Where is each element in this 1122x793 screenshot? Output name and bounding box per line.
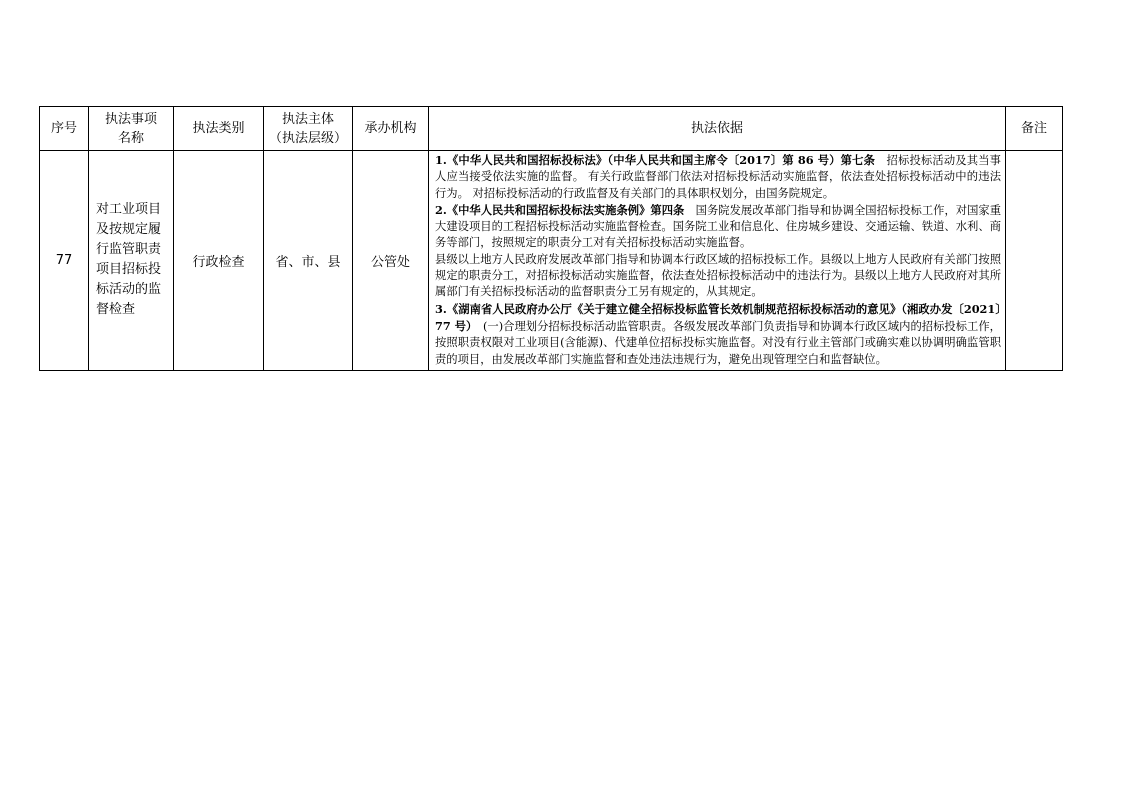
basis-2-text: 国务院发展改革部门指导和协调全国招标投标工作，对国家重大建设项目的工程招标投标活动实施监督检查。国务院工业和信息化、住房城乡建设、交通运输、铁道、水利、商务等部门，按照规定的职责分工对有关招标投标活动实施监督。 <box>435 203 1001 250</box>
header-item-name <box>89 107 174 151</box>
header-seq <box>40 107 89 151</box>
header-seq-label: 序号 <box>50 121 77 136</box>
header-item-name-line2: 名称 <box>117 130 144 146</box>
cell-seq: 77 <box>40 151 89 371</box>
header-category-label: 执法类别 <box>192 121 245 136</box>
header-category <box>174 107 264 151</box>
basis-1-text: 招标投标活动及其当事人应当接受依法实施的监督。 有关行政监督部门依法对招标投标活动实施监督，依法查处招标投标活动中的违法行为。 对招标投标活动的行政监督及有关部门的具体职权划分，由国务院规定。 <box>435 154 1001 200</box>
header-subject-line1: 执法主体 <box>281 111 334 127</box>
item-name-text: 对工业项目及按规定履行监管职责项目招标投标活动的监督检查 <box>96 202 162 318</box>
header-remarks-label: 备注 <box>1020 121 1047 136</box>
basis-paragraph-2b <box>435 252 1001 301</box>
header-basis-label: 执法依据 <box>690 121 743 136</box>
cell-item-name <box>89 151 174 371</box>
basis-paragraph-3 <box>435 301 1001 368</box>
basis-2-title: 2.《中华人民共和国招标投标法实施条例》第四条 <box>435 202 685 217</box>
header-agency <box>353 107 429 151</box>
cell-category: 行政检查 <box>174 151 264 371</box>
enforcement-table <box>39 106 1063 371</box>
basis-paragraph-2 <box>435 202 1001 252</box>
basis-1-title: 1.《中华人民共和国招标投标法》（中华人民共和国主席令〔2017〕第 86 号）第七条 <box>435 153 876 167</box>
basis-3-text: (一)合理划分招标投标活动监管职责。各级发展改革部门负责指导和协调本行政区域内的招标投标工作，按照职责权限对工业项目(含能源)、代建单位招标投标实施监督。对没有行业主管部门或确实难以协调明确监管职责的项目，由发展改革部门实施监督和查处违法违规行为，避免出现管理空白和监督缺位。 <box>435 319 1001 366</box>
cell-basis <box>429 151 1006 371</box>
header-item-name-line1: 执法事项 <box>104 111 157 127</box>
cell-remarks <box>1006 151 1063 371</box>
cell-agency: 公管处 <box>353 151 429 371</box>
header-remarks <box>1006 107 1063 151</box>
basis-paragraph-1 <box>435 152 1001 202</box>
table-row <box>40 151 1063 371</box>
header-subject-line2: （执法层级） <box>268 130 347 146</box>
header-subject <box>264 107 353 151</box>
header-row <box>40 107 1063 151</box>
cell-level: 省、市、县 <box>264 151 353 371</box>
basis-2b-text: 县级以上地方人民政府发展改革部门指导和协调本行政区域的招标投标工作。县级以上地方人民政府有关部门按照规定的职责分工，对招标投标活动实施监督，依法查处招标投标活动中的违法行为。县级以上地方人民政府对其所属部门有关招标投标活动的监督职责分工另有规定的，从其规定。 <box>435 252 1001 299</box>
basis-3-title: 3.《湖南省人民政府办公厅《关于建立健全招标投标监管长效机制规范招标投标活动的意见》（湘政办发〔2021〕77 号） <box>435 301 1001 333</box>
header-agency-label: 承办机构 <box>364 121 417 136</box>
header-basis <box>429 107 1006 151</box>
